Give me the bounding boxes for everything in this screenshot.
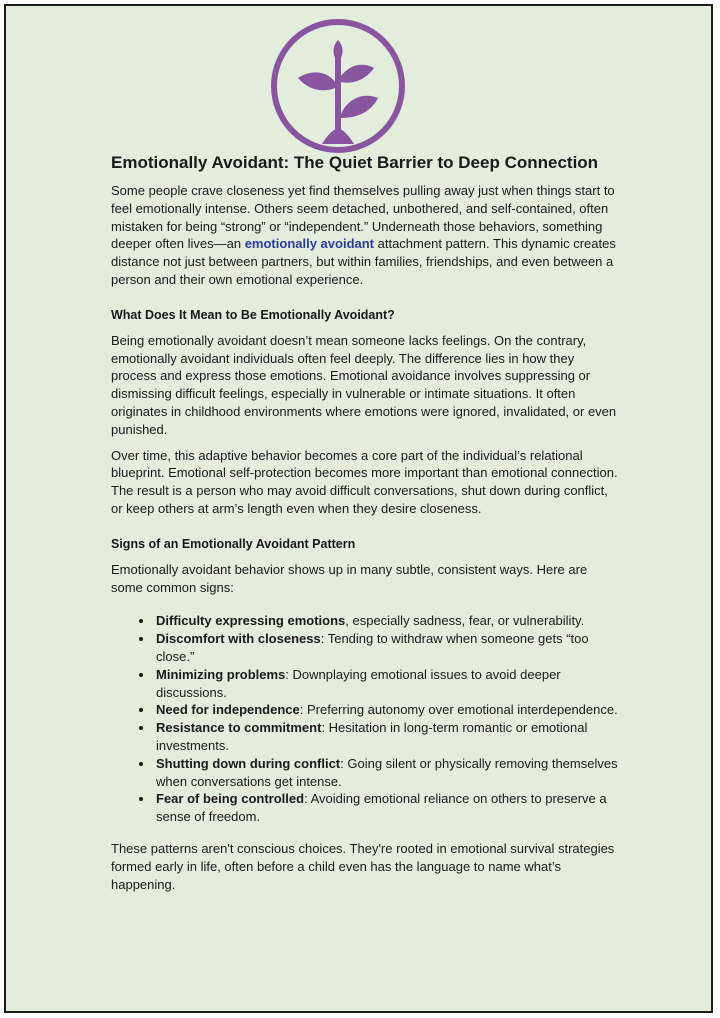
sign-term: Minimizing problems — [156, 666, 286, 682]
sign-term: Resistance to commitment — [156, 720, 322, 736]
list-item — [154, 719, 621, 755]
sign-desc: : Preferring autonomy over emotional interdependence. — [299, 702, 618, 718]
sign-term: Need for independence — [156, 702, 300, 718]
meaning-paragraph-2: Over time, this adaptive behavior becomes a core part of the individual’s relational blueprint. Emotional self-protection becomes more important than emotional connection. The result is a person who may avoid difficult conversations, shut down during conflict, or keep others at arm’s length even when they desire closeness. — [111, 447, 618, 516]
sign-desc: , especially sadness, fear, or vulnerability. — [345, 613, 585, 629]
list-item — [154, 666, 621, 702]
page — [4, 4, 713, 1013]
meaning-paragraph-1: Being emotionally avoidant doesn’t mean someone lacks feelings. On the contrary, emotionally avoidant individuals often feel deeply. The difference lies in how they process and express those emotions. Emotional avoidance involves suppressing or dismissing difficult feelings, especially in vulnerable or intimate situations. It often originates in childhood environments where emotions were ignored, invalidated, or even punished. — [111, 332, 617, 437]
intro-paragraph — [111, 182, 621, 289]
sign-desc: : Going silent or physically removing themselves when conversations get intense. — [156, 755, 618, 789]
signs-intro: Emotionally avoidant behavior shows up in many subtle, consistent ways. Here are some common signs: — [111, 561, 588, 595]
list-item — [154, 790, 621, 826]
sign-term: Fear of being controlled — [156, 791, 305, 807]
closing-paragraph: These patterns aren't conscious choices. They're rooted in emotional survival strategies formed early in life, often before a child even has the language to name what’s happening. — [111, 840, 615, 892]
emotionally-avoidant-link[interactable]: emotionally avoidant — [244, 236, 375, 252]
section-heading-meaning: What Does It Mean to Be Emotionally Avoidant? — [111, 307, 395, 322]
sign-term: Discomfort with closeness — [156, 631, 321, 647]
page-title: Emotionally Avoidant: The Quiet Barrier to Deep Connection — [111, 153, 599, 172]
list-item — [154, 630, 621, 666]
intro-text-end: attachment pattern. This dynamic creates distance not just between partners, but within families, friendships, and even between a person and their own emotional experience. — [111, 236, 616, 287]
list-item — [154, 755, 621, 791]
sign-term: Shutting down during conflict — [156, 755, 341, 771]
section-heading-signs: Signs of an Emotionally Avoidant Pattern — [111, 536, 356, 551]
sign-desc: : Downplaying emotional issues to avoid deeper discussions. — [156, 666, 561, 700]
sign-desc: : Avoiding emotional reliance on others to preserve a sense of freedom. — [156, 791, 607, 825]
plant-sprout-icon — [268, 16, 408, 156]
article — [111, 152, 621, 901]
signs-list — [111, 612, 621, 826]
sign-term: Difficulty expressing emotions — [156, 613, 346, 629]
sign-desc: : Tending to withdraw when someone gets “too close.” — [156, 631, 589, 664]
list-item — [154, 612, 621, 630]
list-item — [154, 701, 621, 719]
sign-desc: : Hesitation in long-term romantic or emotional investments. — [156, 720, 588, 753]
intro-text-start: Some people crave closeness yet find themselves pulling away just when things start to feel emotionally intense. Others seem detached, unbothered, and self-contained, often mistaken for being “strong” or “independent.” Underneath those behaviors, something deeper often lives—an — [111, 183, 615, 252]
